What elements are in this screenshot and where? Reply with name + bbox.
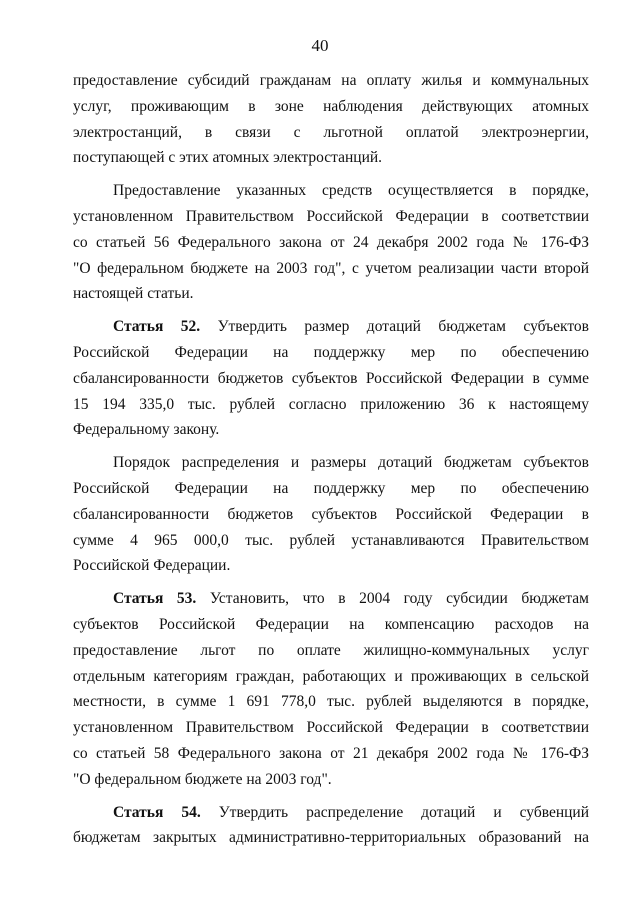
article-paragraph — [73, 800, 589, 852]
line-text: Российской Федерации. — [73, 557, 231, 575]
text-line — [73, 664, 589, 690]
text-line — [73, 145, 589, 171]
line-text: со статьей 58 Федерального закона от 21 декабря 2002 года № 176-ФЗ — [73, 744, 589, 762]
line-text: Порядок распределения и размеры дотаций бюджетам субъектов — [113, 454, 589, 472]
text-line — [73, 68, 589, 94]
line-text: "О федеральном бюджете на 2003 год", с учетом реализации части второй — [73, 259, 589, 277]
document-body — [73, 68, 589, 851]
text-line — [73, 689, 589, 715]
paragraph — [73, 178, 589, 307]
text-line — [73, 204, 589, 230]
line-text: настоящей статьи. — [73, 285, 194, 303]
text-line — [73, 715, 589, 741]
article-paragraph — [73, 314, 589, 443]
article-title: Статья 52. — [113, 318, 201, 336]
paragraph — [73, 450, 589, 579]
text-line — [73, 366, 589, 392]
text-line — [73, 528, 589, 554]
text-line — [73, 800, 589, 826]
line-text: субъектов Российской Федерации на компенсацию расходов на — [73, 615, 589, 633]
text-line — [73, 502, 589, 528]
line-text: предоставление льгот по оплате жилищно-коммунальных услуг — [73, 641, 589, 659]
line-text: поступающей с этих атомных электростанций. — [73, 149, 383, 167]
line-text: Российской Федерации на поддержку мер по обеспечению — [73, 479, 589, 497]
text-line — [73, 553, 589, 579]
line-text: Утвердить распределение дотаций и субвенций — [218, 803, 590, 821]
article-paragraph — [73, 586, 589, 792]
page-number: 40 — [311, 36, 329, 55]
line-text: сбалансированности бюджетов субъектов Российской Федерации в — [73, 505, 589, 523]
text-line — [73, 612, 589, 638]
line-text: 15 194 335,0 тыс. рублей согласно приложению 36 к настоящему — [73, 395, 589, 413]
text-line — [73, 256, 589, 282]
text-line — [73, 178, 589, 204]
line-text: местности, в сумме 1 691 778,0 тыс. рублей выделяются в порядке, — [73, 693, 589, 711]
line-text: сбалансированности бюджетов субъектов Российской Федерации в сумме — [73, 369, 589, 387]
line-text: услуг, проживающим в зоне наблюдения действующих атомных — [73, 97, 589, 115]
text-line — [73, 741, 589, 767]
text-line — [73, 230, 589, 256]
line-text: со статьей 56 Федерального закона от 24 декабря 2002 года № 176-ФЗ — [73, 233, 589, 251]
line-text: Установить, что в 2004 году субсидии бюджетам — [209, 590, 589, 608]
text-line — [73, 450, 589, 476]
article-title: Статья 54. — [113, 803, 201, 821]
text-line — [73, 120, 589, 146]
text-line — [73, 825, 589, 851]
text-line — [73, 638, 589, 664]
text-line — [73, 314, 589, 340]
line-text: "О федеральном бюджете на 2003 год". — [73, 770, 332, 788]
text-line — [73, 417, 589, 443]
line-text: сумме 4 965 000,0 тыс. рублей устанавливаются Правительством — [73, 531, 589, 549]
line-text: установленном Правительством Российской Федерации в соответствии — [73, 207, 589, 225]
line-text: бюджетам закрытых административно-территориальных образований на — [73, 829, 589, 847]
article-title: Статья 53. — [113, 590, 197, 608]
line-text: Федеральному закону. — [73, 421, 220, 439]
text-line — [73, 94, 589, 120]
paragraph — [73, 68, 589, 171]
line-text: Предоставление указанных средств осуществляется в порядке, — [113, 182, 589, 200]
text-line — [73, 281, 589, 307]
line-text: Российской Федерации на поддержку мер по обеспечению — [73, 343, 589, 361]
line-text: электростанций, в связи с льготной оплатой электроэнергии, — [73, 123, 589, 141]
line-text: установленном Правительством Российской Федерации в соответствии — [73, 719, 589, 737]
line-text: Утвердить размер дотаций бюджетам субъектов — [217, 318, 589, 336]
text-line — [73, 586, 589, 612]
text-line — [73, 392, 589, 418]
text-line — [73, 340, 589, 366]
text-line — [73, 476, 589, 502]
line-text: предоставление субсидий гражданам на оплату жилья и коммунальных — [73, 72, 589, 89]
line-text: отдельным категориям граждан, работающих и проживающих в сельской — [73, 667, 589, 685]
text-line — [73, 767, 589, 793]
